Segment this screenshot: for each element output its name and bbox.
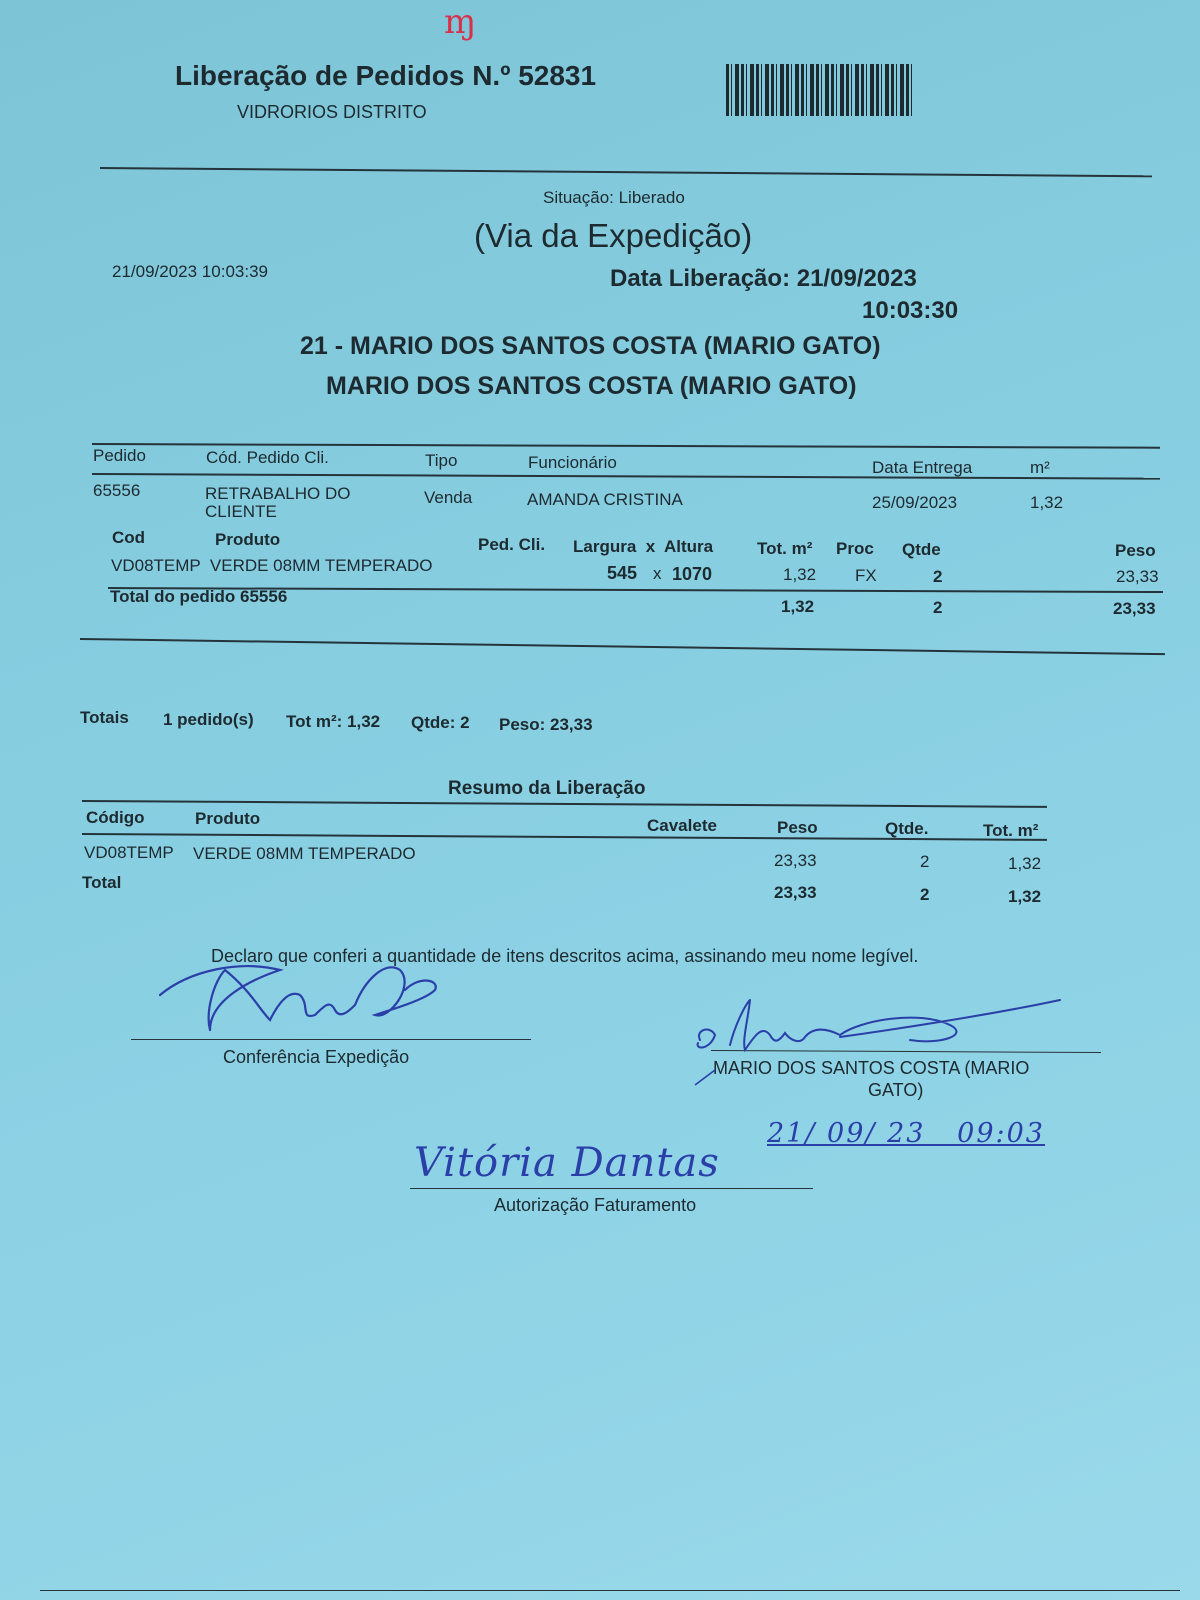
- summary-row-qtde: 2: [920, 852, 930, 871]
- client-line-2: MARIO DOS SANTOS COSTA (MARIO GATO): [326, 372, 857, 400]
- order-header-rule: [92, 473, 1160, 480]
- footer-rule: [40, 1590, 1180, 1591]
- faturamento-signature: Vitória Dantas: [414, 1140, 720, 1186]
- item-col-produto: Produto: [215, 530, 281, 549]
- item-cod-produto: VD08TEMP VERDE 08MM TEMPERADO: [111, 556, 433, 575]
- declaration-text: Declaro que conferi a quantidade de itens descritos acima, assinando meu nome legível.: [211, 946, 919, 966]
- handwritten-datetime: 21/ 09/ 23 09:03: [767, 1118, 1045, 1149]
- col-tipo: Tipo: [425, 451, 458, 470]
- order-total-peso: 23,33: [1113, 599, 1156, 618]
- summary-total-qtde: 2: [920, 885, 930, 904]
- order-pedido: 65556: [93, 481, 141, 500]
- summary-col-produto: Produto: [195, 809, 261, 828]
- client-signature: [690, 995, 1070, 1105]
- totals-label: Totais: [80, 708, 129, 727]
- totals-peso: Peso: 23,33: [499, 715, 593, 734]
- summary-row-codigo: VD08TEMP: [84, 843, 174, 862]
- order-m2: 1,32: [1030, 493, 1064, 512]
- totals-pedidos: 1 pedido(s): [163, 710, 254, 729]
- item-altura: 1070: [672, 564, 713, 584]
- item-tot-m2: 1,32: [783, 565, 817, 584]
- summary-title: Resumo da Liberação: [448, 778, 646, 799]
- item-col-ped-cli: Ped. Cli.: [478, 535, 546, 554]
- item-col-dims: Largura x Altura: [573, 537, 714, 556]
- status-label: Situação: Liberado: [543, 188, 685, 207]
- order-total-qtde: 2: [933, 598, 943, 617]
- col-funcionario: Funcionário: [528, 453, 617, 472]
- item-largura: 545: [607, 563, 638, 583]
- summary-total-label: Total: [82, 873, 122, 892]
- print-datetime: 21/09/2023 10:03:39: [112, 262, 268, 281]
- order-data-entrega: 25/09/2023: [872, 493, 958, 512]
- summary-top-rule: [82, 800, 1047, 808]
- order-total-label: Total do pedido 65556: [110, 587, 288, 606]
- item-col-cod: Cod: [112, 528, 146, 547]
- order-cod-cli-line2: CLIENTE: [205, 502, 277, 521]
- item-x: x: [653, 564, 662, 583]
- summary-row-peso: 23,33: [774, 851, 817, 870]
- item-col-proc: Proc: [836, 539, 874, 558]
- header-divider: [100, 167, 1152, 177]
- client-line-1: 21 - MARIO DOS SANTOS COSTA (MARIO GATO): [300, 332, 881, 360]
- summary-total-tot-m2: 1,32: [1008, 887, 1042, 906]
- release-time: 10:03:30: [862, 297, 959, 324]
- summary-col-tot-m2: Tot. m²: [983, 821, 1039, 840]
- release-date: Data Liberação: 21/09/2023: [610, 265, 917, 292]
- order-funcionario: AMANDA CRISTINA: [527, 490, 683, 509]
- client-signature-label-2: GATO): [868, 1080, 924, 1100]
- expedicao-signature: [150, 950, 450, 1045]
- summary-total-peso: 23,33: [774, 883, 817, 902]
- expedicao-label: Conferência Expedição: [223, 1047, 410, 1067]
- summary-row-produto: VERDE 08MM TEMPERADO: [193, 844, 416, 863]
- faturamento-label: Autorização Faturamento: [494, 1195, 697, 1215]
- totals-tot-m2: Tot m²: 1,32: [286, 712, 381, 731]
- copy-label: (Via da Expedição): [474, 217, 753, 254]
- summary-col-qtde: Qtde.: [885, 819, 929, 838]
- col-data-entrega: Data Entrega: [872, 458, 973, 477]
- item-col-tot-m2: Tot. m²: [757, 539, 813, 558]
- summary-col-peso: Peso: [777, 818, 818, 837]
- company-name: VIDRORIOS DISTRITO: [237, 102, 427, 122]
- col-m2: m²: [1030, 458, 1050, 477]
- summary-col-cavalete: Cavalete: [647, 816, 717, 835]
- item-proc: FX: [855, 566, 877, 585]
- pen-mark: ɱ: [444, 2, 477, 42]
- client-signature-label-1: MARIO DOS SANTOS COSTA (MARIO: [713, 1058, 1030, 1078]
- col-pedido: Pedido: [93, 446, 146, 465]
- item-col-qtde: Qtde: [902, 540, 941, 559]
- document-title: Liberação de Pedidos N.º 52831: [175, 60, 597, 91]
- item-peso: 23,33: [1116, 567, 1159, 586]
- barcode: [726, 64, 912, 116]
- item-qtde: 2: [933, 567, 943, 586]
- order-cod-cli-line1: RETRABALHO DO: [205, 484, 351, 503]
- order-tipo: Venda: [424, 488, 473, 507]
- col-cod-pedido-cli: Cód. Pedido Cli.: [206, 448, 329, 467]
- totals-qtde: Qtde: 2: [411, 713, 470, 732]
- faturamento-signature-line: [410, 1188, 813, 1189]
- order-total-m2: 1,32: [781, 597, 815, 616]
- order-table-bottom-rule: [80, 638, 1165, 655]
- item-col-peso: Peso: [1115, 541, 1156, 560]
- summary-col-codigo: Código: [86, 808, 145, 827]
- summary-row-tot-m2: 1,32: [1008, 854, 1042, 873]
